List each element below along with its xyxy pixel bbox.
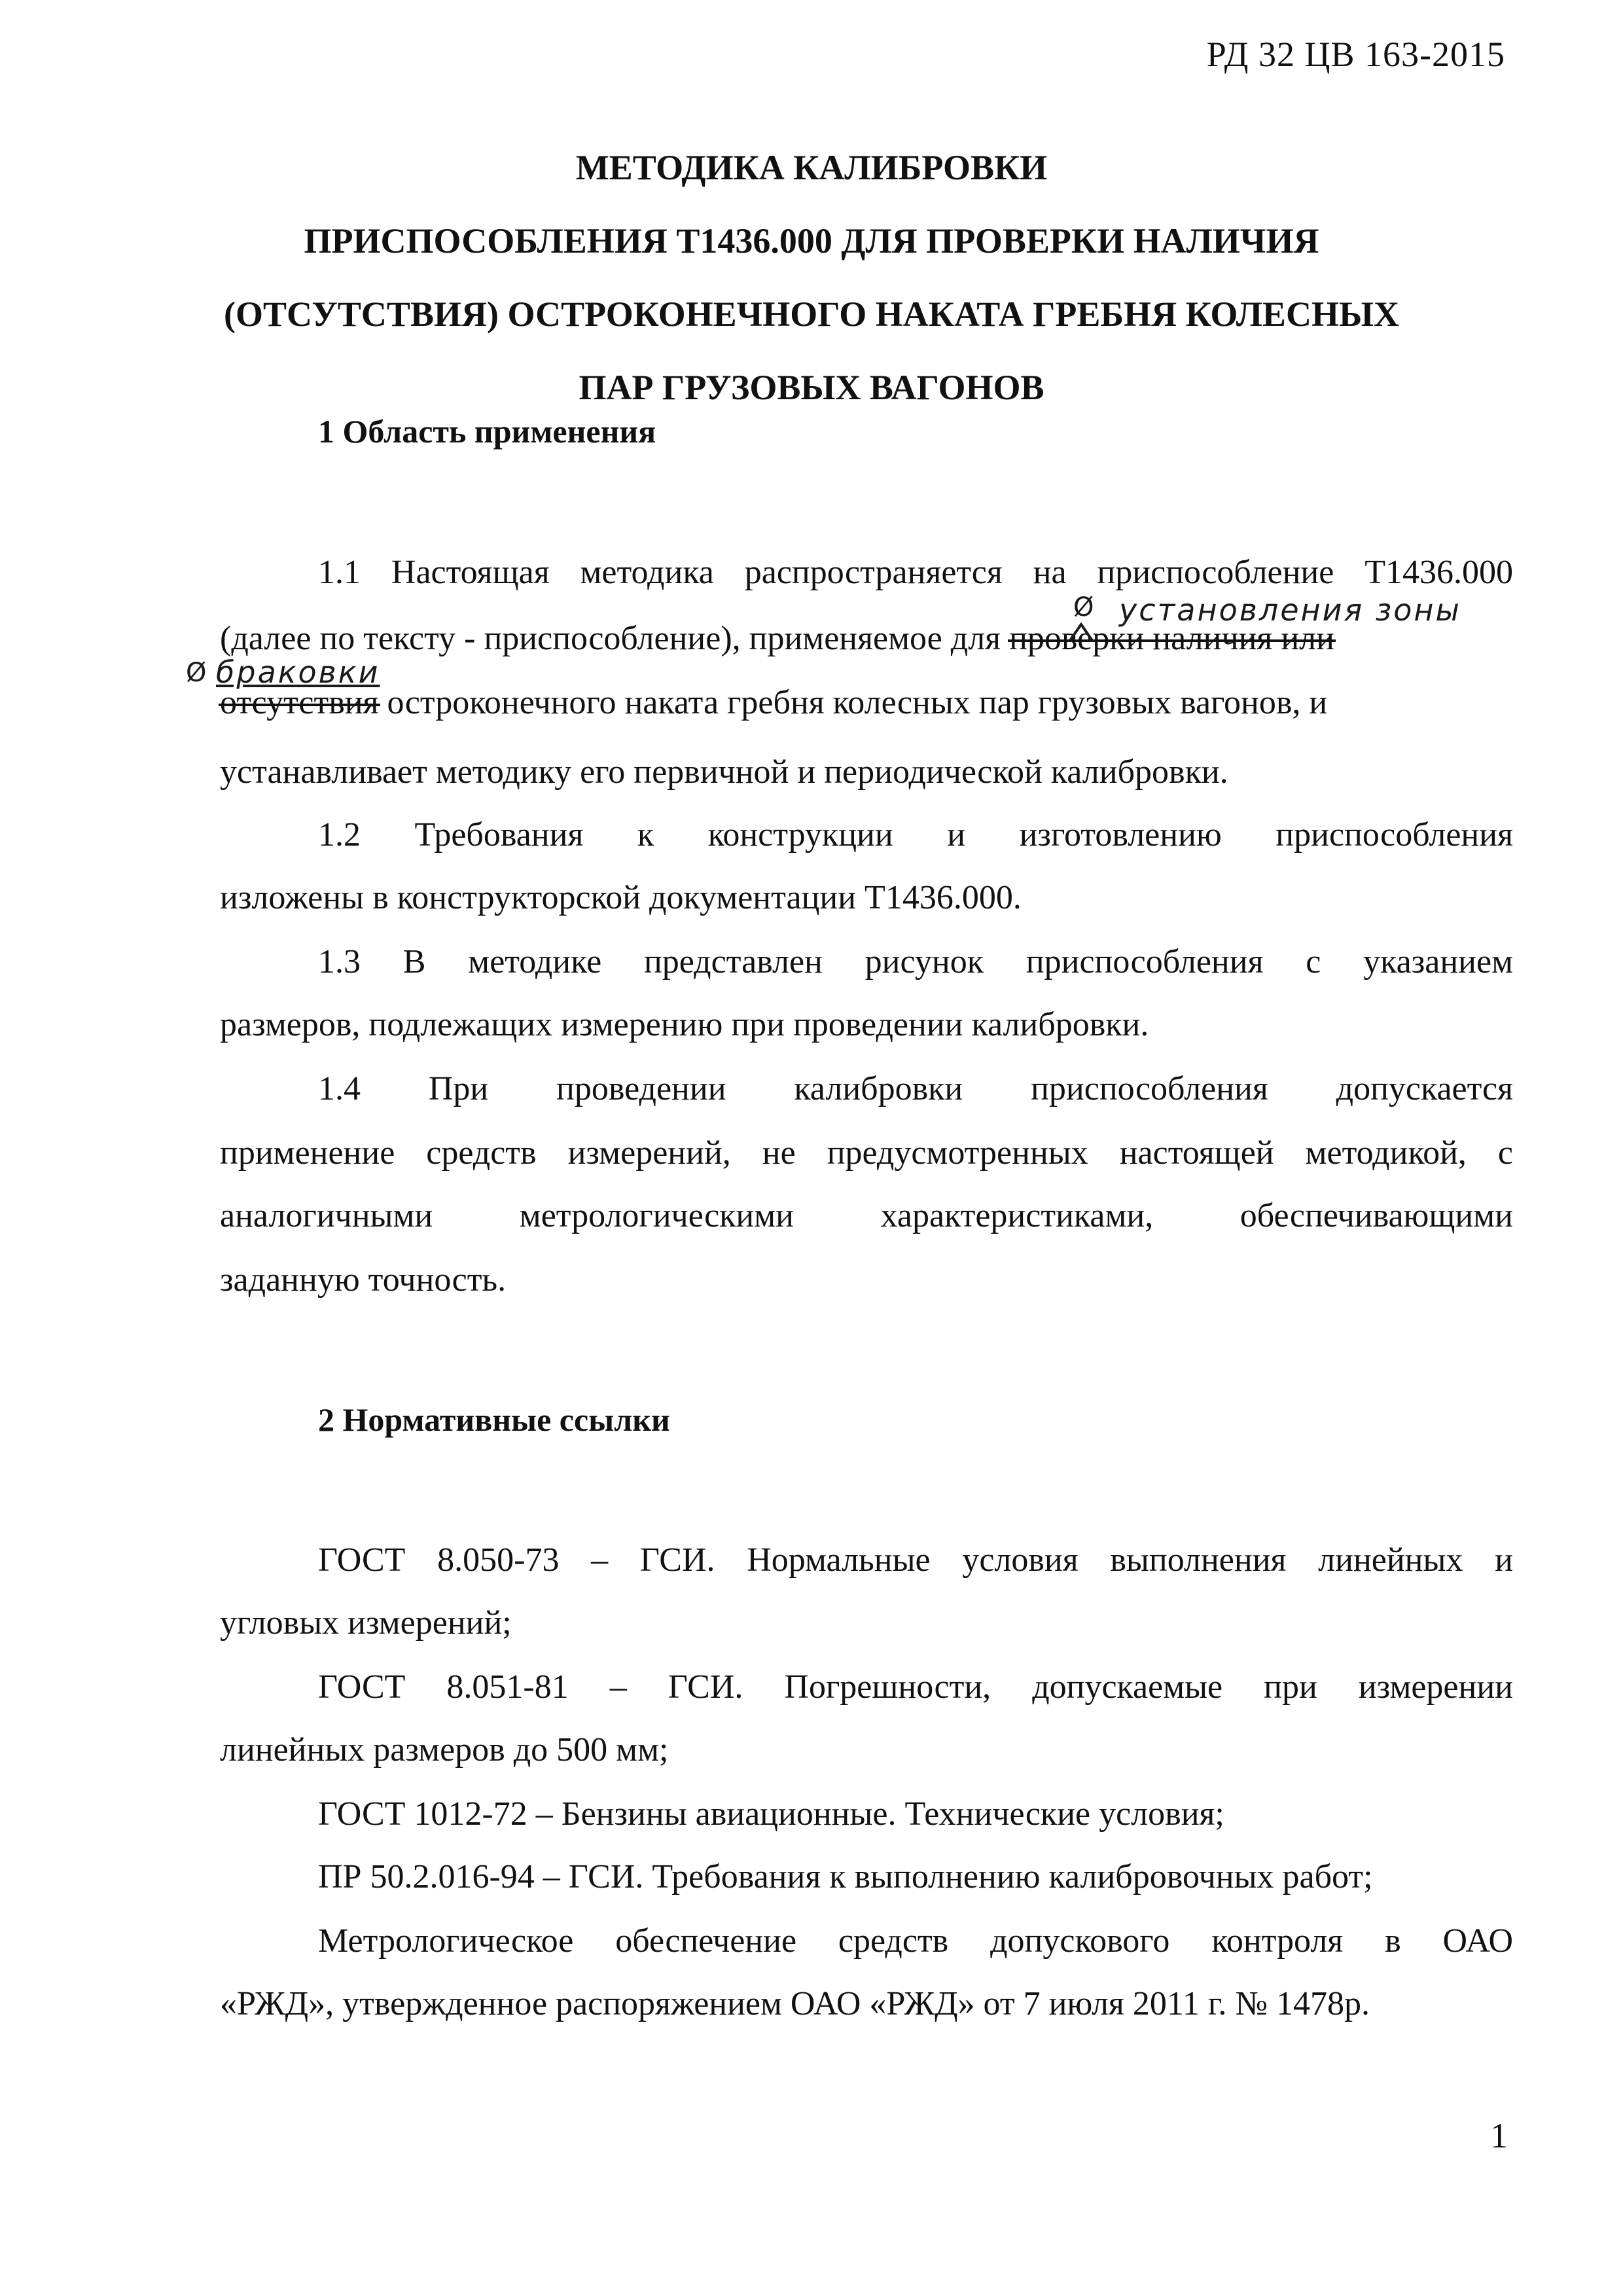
document-title [196,131,1427,424]
paragraph-1-4-line: применение средств измерений, не предусмотренных настоящей методикой, с [220,1134,1513,1172]
section-2-heading: 2 Нормативные ссылки [318,1401,670,1438]
reference-line: угловых измерений; [220,1604,512,1641]
document-code: РД 32 ЦВ 163-2015 [1206,35,1505,74]
paragraph-1-1-line: устанавливает методику его первичной и периодической калибровки. [220,753,1228,791]
reference-line: ГОСТ 8.050-73 – ГСИ. Нормальные условия выполнения линейных и [318,1541,1513,1579]
handwritten-mark: Ø [1073,592,1094,622]
paragraph-1-4-line: аналогичными метрологическими характеристиками, обеспечивающими [220,1197,1513,1234]
paragraph-text: (далее по тексту - приспособление), применяемое для [220,620,1001,657]
paragraph-1-2-line: 1.2 Требования к конструкции и изготовлению приспособления [318,816,1513,853]
reference-line: ГОСТ 8.051-81 – ГСИ. Погрешности, допускаемые при измерении [318,1668,1513,1706]
paragraph-1-1-line: 1.1 Настоящая методика распространяется на приспособление Т1436.000 [318,554,1513,591]
paragraph-1-1-line [220,683,1327,723]
reference-line: линейных размеров до 500 мм; [220,1731,669,1768]
title-line: МЕТОДИКА КАЛИБРОВКИ [575,148,1048,187]
handwritten-mark: Ø [186,658,207,688]
paragraph-1-4-line: 1.4 При проведении калибровки приспособления допускается [318,1070,1513,1107]
title-line: ПАР ГРУЗОВЫХ ВАГОНОВ [579,368,1044,407]
handwritten-insert-lower: браковки [216,655,380,690]
reference-line: ГОСТ 1012-72 – Бензины авиационные. Технические условия; [318,1795,1224,1833]
reference-line: ПР 50.2.016-94 – ГСИ. Требования к выполнению калибровочных работ; [318,1858,1373,1895]
insertion-caret-icon [1068,622,1094,644]
page-number: 1 [1490,2116,1508,2155]
paragraph-1-4-line: заданную точность. [220,1261,507,1299]
paragraph-1-3-line: 1.3 В методике представлен рисунок приспособления с указанием [318,943,1513,980]
paragraph-1-3-line: размеров, подлежащих измерению при проведении калибровки. [220,1006,1149,1043]
struck-text: проверки наличия или [1009,620,1334,657]
reference-line: Метрологическое обеспечение средств допускового контроля в ОАО [318,1922,1513,1960]
title-line: ПРИСПОСОБЛЕНИЯ Т1436.000 ДЛЯ ПРОВЕРКИ НАЛИЧИЯ [304,221,1319,260]
section-1-heading: 1 Область применения [318,413,656,450]
title-line: (ОТСУТСТВИЯ) ОСТРОКОНЕЧНОГО НАКАТА ГРЕБНЯ КОЛЕСНЫХ [224,295,1399,334]
reference-line: «РЖД», утвержденное распоряжением ОАО «РЖД» от 7 июля 2011 г. № 1478р. [220,1985,1370,2022]
paragraph-text: остроконечного наката гребня колесных пар грузовых вагонов, и [378,684,1328,721]
handwritten-insert-upper: установления зоны [1119,592,1461,628]
struck-text: отсутствия [220,684,379,721]
paragraph-1-2-line: изложены в конструкторской документации Т1436.000. [220,879,1022,916]
